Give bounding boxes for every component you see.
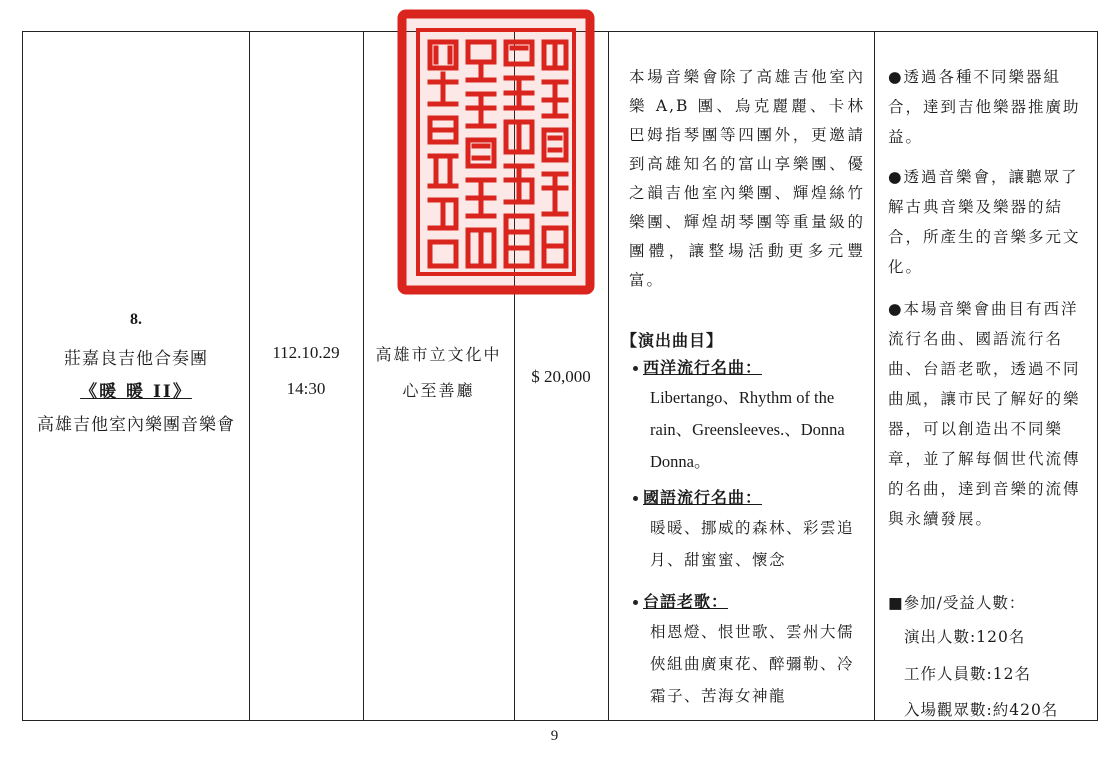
program-category — [633, 484, 861, 576]
benefit-item: ●透過各種不同樂器組合，達到吉他樂器推廣助益。 — [888, 68, 1081, 146]
seal-stamp — [396, 8, 596, 296]
bullet-dot-icon — [633, 496, 638, 501]
venue-name: 高雄市立文化中心至善廳 — [375, 345, 502, 400]
benefit-item: ●本場音樂會曲目有西洋流行名曲、國語流行名曲、台語老歌，透過不同曲風，讓市民了解好的樂器，可以創造出不同樂章，並了解每個世代流傳的名曲，達到音樂的流傳與永續發展。 — [888, 300, 1081, 528]
bullet-dot-icon — [633, 366, 638, 371]
benefit-item: ●透過音樂會，讓聽眾了解古典音樂及樂器的結合，所產生的音樂多元文化。 — [888, 168, 1081, 276]
stat-performers: 演出人數:120名 — [904, 628, 1026, 646]
event-description: 本場音樂會除了高雄吉他室內樂 A,B 團、烏克麗麗、卡林巴姆指琴團等四團外，更邀請到高雄知名的富山享樂團、優之韻吉他室內樂團、輝煌絲竹樂團、輝煌胡琴團等重量級的團體，讓整場活動更多元豐富。 — [629, 68, 865, 289]
event-time: 14:30 — [286, 379, 326, 398]
benefits-cell — [874, 32, 1099, 720]
datetime-cell — [249, 32, 363, 720]
category-items: 相恩燈、恨世歌、雲州大儒俠組曲廣東花、醉彌勒、冷霜子、苦海女神龍 — [650, 623, 855, 705]
stats-heading: ■參加/受益人數： — [888, 594, 1026, 612]
subsidy-amount: $ 20,000 — [531, 367, 591, 386]
category-title: 台語老歌： — [643, 592, 729, 611]
content-cell — [608, 32, 874, 720]
category-title: 西洋流行名曲： — [643, 358, 763, 377]
category-title: 國語流行名曲： — [643, 488, 763, 507]
stat-staff: 工作人員數:12名 — [904, 665, 1031, 683]
program-category — [633, 588, 861, 712]
organizer-name: 莊嘉良吉他合奏團 — [64, 348, 208, 369]
bullet-dot-icon — [633, 600, 638, 605]
stat-audience: 入場觀眾數:約420名 — [904, 701, 1059, 719]
event-subtitle: 高雄吉他室內樂團音樂會 — [37, 414, 235, 435]
program-category — [633, 354, 861, 478]
row-number: 8. — [130, 310, 142, 328]
category-items: 暖暖、挪威的森林、彩雲追月、甜蜜蜜、懷念 — [650, 519, 855, 569]
event-title: 《暖 暖 II》 — [80, 381, 192, 402]
event-cell — [23, 32, 249, 720]
page-number: 9 — [550, 728, 559, 744]
program-heading: 【演出曲目】 — [621, 331, 724, 350]
event-date: 112.10.29 — [272, 343, 340, 362]
category-items: Libertango、Rhythm of the rain、Greensleeves.、Donna Donna。 — [650, 388, 845, 471]
